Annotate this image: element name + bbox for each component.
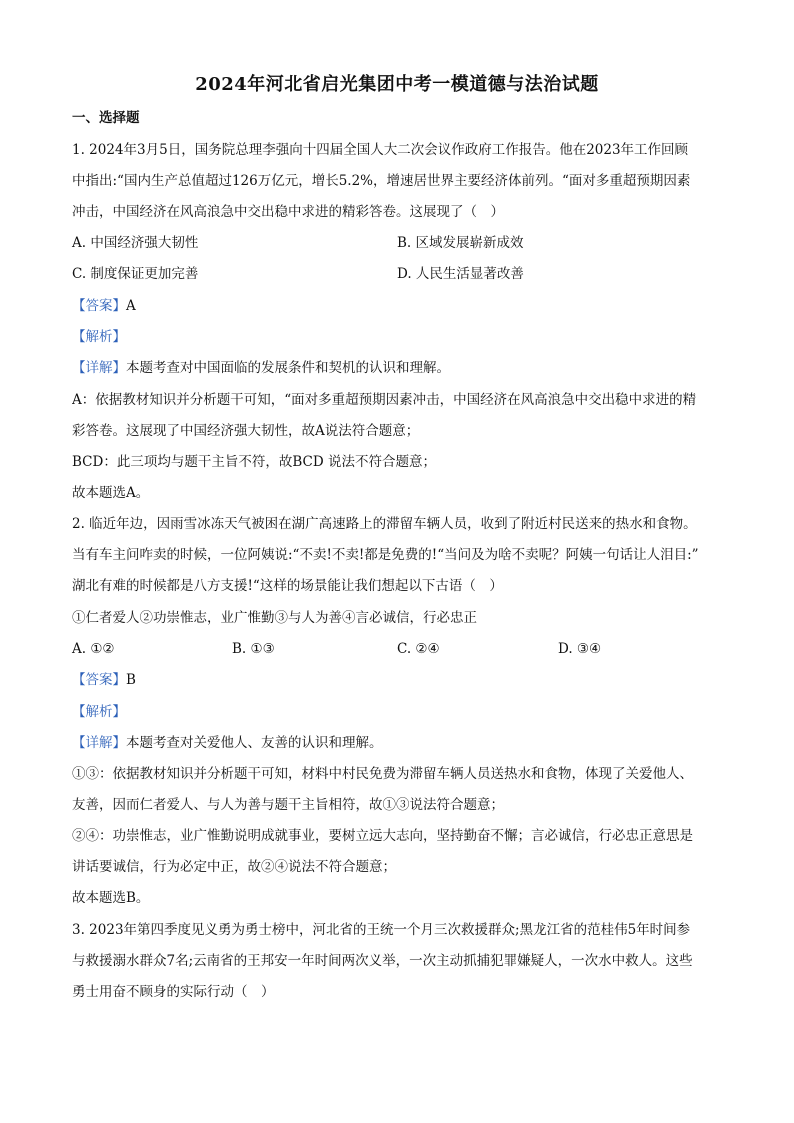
q1-option-a: A. 中国经济强大韧性 [72, 235, 199, 251]
q1-explanation-line-1: A：依据教材知识并分析题干可知，“面对多重超预期因素冲击，中国经济在风高浪急中交出稳中求进的精 [72, 392, 697, 408]
q3-stem-line-1: 3. 2023年第四季度见义勇为勇士榜中，河北省的王统一个月三次救援群众;黑龙江省的范桂伟5年时间参 [72, 922, 691, 938]
q1-answer-line [72, 296, 724, 316]
q2-answer-value: B [126, 672, 136, 688]
q2-explanation-line-1: ①③：依据教材知识并分析题干可知，材料中村民免费为滞留车辆人员送热水和食物，体现了关爱他人、 [72, 766, 693, 782]
q2-answer-line [72, 670, 724, 690]
q2-option-a: A. ①② [72, 641, 115, 657]
q1-explanation-line-4: 故本题选A。 [72, 485, 150, 501]
q1-explanation-line-3: BCD：此三项均与题干主旨不符，故BCD 说法不符合题意； [72, 454, 436, 470]
q1-analysis-label: 【解析】 [72, 329, 126, 345]
q2-explanation-line-5: 故本题选B。 [72, 890, 150, 906]
q3-stem-line-3: 勇士用奋不顾身的实际行动（ ） [72, 984, 275, 1000]
q1-stem-line-1: 1. 2024年3月5日，国务院总理李强向十四届全国人大二次会议作政府工作报告。他在2023年工作回顾 [72, 142, 689, 158]
q1-option-c: C. 制度保证更加完善 [72, 266, 199, 282]
q2-explanation-line-2: 友善，因而仁者爱人、与人为善与题干主旨相符，故①③说法符合题意； [72, 797, 504, 813]
q1-detail-line [72, 358, 724, 378]
q2-detail-label: 【详解】 [72, 735, 126, 751]
q2-stem-line-1: 2. 临近年边，因雨雪冰冻天气被困在湖广高速路上的滞留车辆人员，收到了附近村民送来的热水和食物。 [72, 516, 697, 532]
q1-stem-line-3: 冲击，中国经济在风高浪急中交出稳中求进的精彩答卷。这展现了（ ） [72, 204, 504, 220]
q1-answer-value: A [126, 298, 136, 314]
section-heading: 一、选择题 [72, 110, 140, 126]
q1-stem-line-2: 中指出:“国内生产总值超过126万亿元，增长5.2%，增速居世界主要经济体前列。“面对多重超预期因素 [72, 173, 691, 189]
document-title: 2024年河北省启光集团中考一模道德与法治试题 [195, 74, 599, 95]
q2-explanation-line-4: 讲话要诚信，行为必定中正，故②④说法不符合题意； [72, 859, 396, 875]
q2-option-d: D. ③④ [558, 641, 602, 657]
q2-option-c: C. ②④ [397, 641, 440, 657]
q2-detail-text: 本题考查对关爱他人、友善的认识和理解。 [126, 735, 383, 751]
q1-answer-label: 【答案】 [72, 298, 126, 314]
q1-explanation-line-2: 彩答卷。这展现了中国经济强大韧性，故A说法符合题意； [72, 423, 420, 439]
q2-option-b: B. ①③ [232, 641, 275, 657]
q3-stem-line-2: 与救援溺水群众7名;云南省的王邦安一年时间两次义举，一次主动抓捕犯罪嫌疑人，一次水中救人。这些 [72, 953, 693, 969]
q1-detail-text: 本题考查对中国面临的发展条件和契机的认识和理解。 [126, 360, 450, 376]
q2-stem-line-3: 湖北有难的时候都是八方支援!“这样的场景能让我们想起以下古语（ ） [72, 578, 503, 594]
q1-detail-label: 【详解】 [72, 360, 126, 376]
q2-stem-line-2: 当有车主问咋卖的时候，一位阿姨说:“不卖!不卖!都是免费的!“当问及为啥不卖呢？阿姨一句话让人泪目:” [72, 547, 699, 563]
q2-analysis-label: 【解析】 [72, 704, 126, 720]
q2-answer-label: 【答案】 [72, 672, 126, 688]
q2-explanation-line-3: ②④：功崇惟志，业广惟勤说明成就事业，要树立远大志向，坚持勤奋不懈；言必诚信，行必忠正意思是 [72, 828, 693, 844]
q1-analysis-line [72, 327, 724, 347]
q1-option-b: B. 区域发展崭新成效 [397, 235, 524, 251]
q2-detail-line [72, 733, 724, 753]
q2-analysis-line [72, 702, 724, 722]
q2-items: ①仁者爱人②功崇惟志，业广惟勤③与人为善④言必诚信，行必忠正 [72, 610, 477, 626]
q1-option-d: D. 人民生活显著改善 [397, 266, 524, 282]
